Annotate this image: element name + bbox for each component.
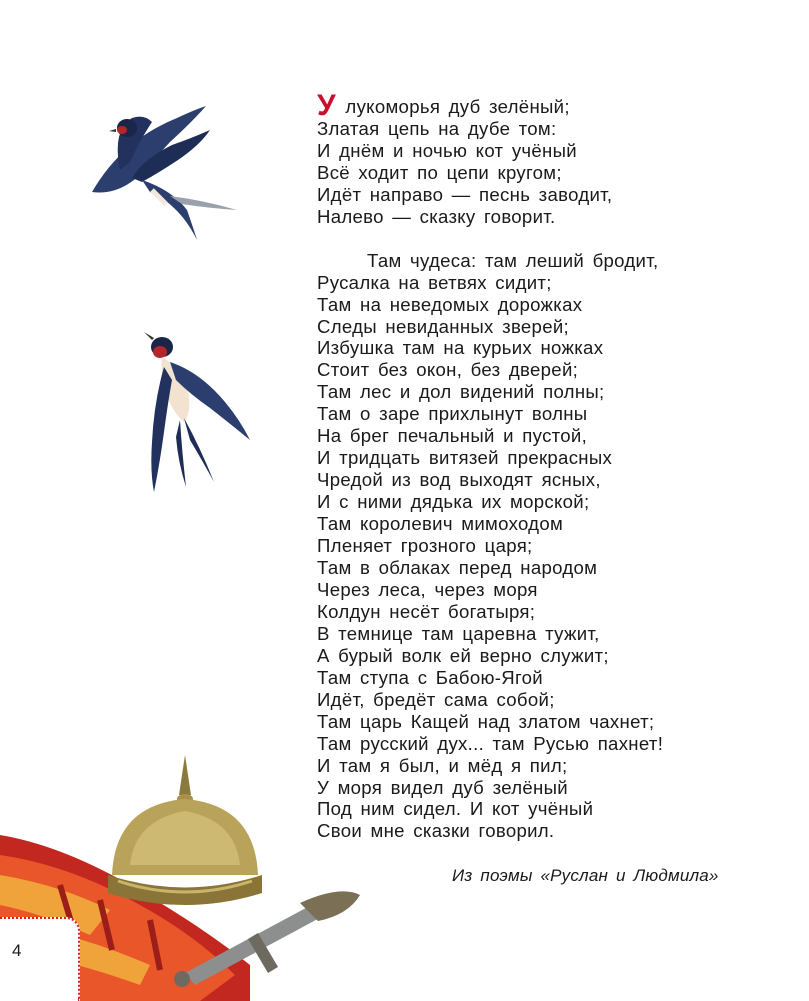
page-number: 4 — [12, 941, 22, 960]
poem-first-line — [317, 89, 757, 122]
poem-line: Идёт направо — песнь заводит, — [317, 183, 613, 205]
poem-line: Пленяет грозного царя; — [317, 535, 533, 557]
poem-line: Стоит без окон, без дверей; — [317, 359, 579, 381]
poem-line: Там о заре прихлынут волны — [317, 403, 588, 425]
poem-line: Избушка там на курьих ножках — [317, 337, 604, 359]
poem-line: Златая цепь на дубе том: — [317, 117, 557, 139]
poem-source-caption: Из поэмы «Руслан и Людмила» — [452, 866, 719, 885]
poem-line: Там чудеса: там леший бродит, — [367, 249, 659, 271]
poem-line: Свои мне сказки говорил. — [317, 820, 555, 842]
poem-line: На брег печальный и пустой, — [317, 425, 588, 447]
poem-line: Там в облаках перед народом — [317, 557, 598, 578]
poem-line: И с ними дядька их морской; — [317, 491, 590, 513]
page-number-tab — [0, 917, 80, 1001]
poem-line: Там лес и дол видений полны; — [317, 381, 605, 403]
drop-cap: У — [317, 89, 336, 122]
poem-line: Колдун несёт богатыря; — [317, 600, 536, 622]
poem-line: А бурый волк ей верно служит; — [317, 644, 609, 666]
poem-line: И тридцать витязей прекрасных — [317, 447, 613, 469]
swallow-illustration-middle — [140, 322, 255, 497]
poem-line: Следы невиданных зверей; — [317, 315, 569, 337]
first-line-text: лукоморья дуб зелёный; — [336, 96, 570, 117]
poem-line: Там на неведомых дорожках — [317, 293, 583, 315]
poem-line: Там королевич мимоходом — [317, 513, 564, 535]
poem-line: Идёт, бредёт сама собой; — [317, 688, 555, 710]
poem-line: И днём и ночью кот учёный — [317, 139, 577, 161]
poem-line: Всё ходит по цепи кругом; — [317, 161, 562, 183]
poem-line: Там царь Кащей над златом чахнет; — [317, 710, 655, 732]
poem-line: Через леса, через моря — [317, 578, 538, 600]
poem-line: В темнице там царевна тужит, — [317, 622, 600, 644]
poem-line: И там я был, и мёд я пил; — [317, 754, 568, 776]
stanza-gap — [317, 228, 757, 250]
poem-line: Там ступа с Бабою-Ягой — [317, 666, 543, 688]
poem-line: Русалка на ветвях сидит; — [317, 271, 552, 293]
poem-line: У моря видел дуб зелёный — [317, 776, 568, 798]
poem-line: Налево — сказку говорит. — [317, 205, 556, 227]
poem-line: Чредой из вод выходят ясных, — [317, 469, 601, 491]
poem-text — [317, 89, 757, 842]
poem-line: Там русский дух... там Русью пахнет! — [317, 732, 664, 754]
swallow-illustration-top — [82, 100, 242, 245]
poem-line: Под ним сидел. И кот учёный — [317, 798, 594, 820]
